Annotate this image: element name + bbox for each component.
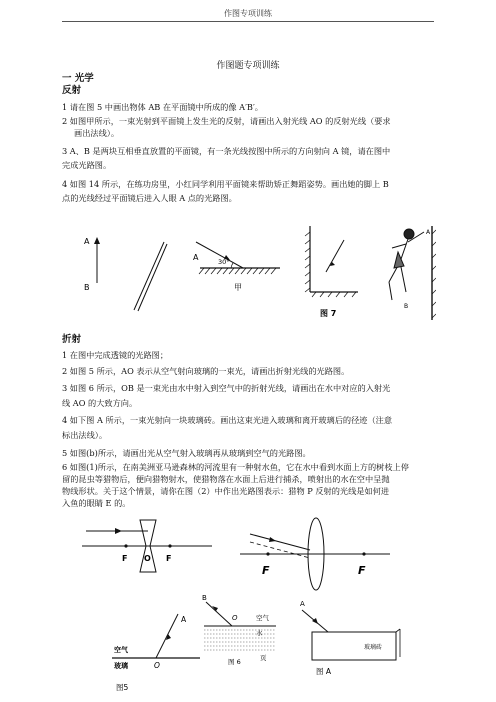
refraction-q1: 1 在图中完成透镜的光路图； [62, 350, 169, 360]
water-dashes [204, 630, 276, 650]
fig2-caption: 甲 [234, 283, 242, 292]
reflection-q1: 1 请在图 5 中画出物体 AB 在平面镜中所成的像 A′B′。 [62, 102, 263, 112]
fig6-page: 页 [260, 654, 267, 662]
fig6-water: 水 [256, 629, 263, 637]
refraction-q5: 5 如图(b)所示，请画出光从空气射入玻璃再从玻璃到空气的光路图。 [62, 448, 311, 458]
incident-ray-mirrors [326, 240, 344, 272]
fig5-label-a: A [181, 615, 187, 624]
running-header: 作图专项训练 [224, 9, 272, 18]
figure-a-glass-brick [292, 594, 402, 680]
incident-arrow-lens1 [115, 528, 122, 534]
mirror-b-hatch [312, 292, 356, 297]
figure-convex-lens [240, 512, 390, 592]
reflection-q3-line2: 完成光路图。 [62, 160, 112, 170]
fig6-b: B [202, 594, 207, 602]
fig3-label-b: B [404, 303, 409, 310]
section-heading: 一 光学 [62, 73, 94, 84]
figure-5-air-glass [112, 600, 202, 696]
fig2-angle: 30° [218, 258, 230, 266]
figure-7-mirrors-dancer [296, 222, 436, 326]
refraction-q6-line3: 物线形状。关于这个情景，请你在图（2）中作出光路图表示：猎物 P 反射的光线是如何进 [62, 486, 390, 496]
figa-caption: 图 A [316, 667, 332, 676]
header-rule [62, 21, 434, 22]
incident-ray-ao-5 [156, 614, 178, 658]
fig1-label-b: B [84, 283, 90, 292]
fig1-label-a: A [84, 237, 90, 246]
dashed-ray-lens2 [250, 542, 310, 558]
lens1-f-left: F [122, 554, 128, 563]
refracted-ray-ob [206, 602, 232, 626]
fig6-o: O [232, 614, 238, 622]
dancer-figure [389, 229, 424, 300]
object-arrowhead [94, 237, 100, 244]
angle-arc [231, 263, 233, 268]
reflection-subheading: 反射 [62, 85, 82, 96]
refraction-q4-line1: 4 如下图 A 所示，一束光射向一块玻璃砖。画出这束光进入玻璃和离开玻璃后的径迹（注意 [62, 415, 393, 425]
focus-right-dot-1 [168, 544, 171, 547]
fig2-label-a: A [193, 253, 199, 262]
fig5-caption: 图5 [116, 683, 129, 692]
focus-left-dot-1 [124, 544, 127, 547]
refraction-q6-line1: 6 如图(1)所示，在南美洲亚马逊森林的河流里有一种射水鱼，它在水中看到水面上方的树枝上停 [62, 462, 409, 472]
figure-jia-incident-ray [188, 232, 288, 312]
glass-brick [312, 632, 396, 660]
mirror-a-hatch [305, 232, 310, 292]
figa-label-a: A [300, 600, 305, 608]
reflection-q4-line1: 4 如图 14 所示，在练功房里，小红同学利用平面镜来帮助矫正舞蹈姿势。画出她的脚上 B [62, 179, 389, 189]
lens2-f-right: F [358, 564, 366, 577]
reflection-q3-line1: 3 A、B 是两块互相垂直放置的平面镜，有一条光线按图中所示的方向射向 A 镜，请在图中 [62, 146, 391, 156]
refraction-subheading: 折射 [62, 334, 82, 345]
fig3-caption: 图 7 [320, 309, 337, 318]
figure-mirror-object [80, 228, 170, 318]
incident-ray-lens2 [250, 534, 310, 550]
fig5-air: 空气 [114, 646, 128, 654]
fig5-glass: 玻璃 [114, 662, 128, 670]
fig6-caption: 图 6 [228, 658, 241, 666]
refraction-q4-line2: 标出法线）。 [62, 430, 108, 440]
figure-concave-lens [82, 516, 212, 588]
reflection-q2-line2: 画出法线）。 [74, 128, 120, 138]
focus-left-dot-2 [266, 552, 269, 555]
reflection-q2-line1: 2 如图甲所示，一束光射到平面镜上发生光的反射，请画出入射光线 AO 的反射光线（要求 [62, 116, 391, 126]
figa-glass: 玻璃砖 [364, 644, 383, 651]
focus-right-dot-2 [362, 552, 365, 555]
lens1-f-right: F [166, 554, 172, 563]
lens2-f-left: F [262, 564, 270, 577]
refraction-q3-line2: 线 AO 的大致方向。 [62, 398, 138, 408]
refraction-q3-line1: 3 如图 6 所示，OB 是一束光由水中射入到空气中的折射光线，请画出在水中对应的入射光 [62, 383, 391, 393]
plane-mirror-line1 [134, 242, 164, 310]
fig6-air: 空气 [256, 614, 269, 622]
reflection-q4-line2: 点的光线经过平面镜后进入人眼 A 点的光路图。 [62, 193, 237, 203]
mirror-hatching [199, 268, 276, 274]
refraction-q6-line4: 入鱼的眼睛 E 的。 [62, 498, 131, 508]
fig5-o: O [154, 661, 160, 670]
lens1-o: O [144, 554, 151, 563]
brick-depth-top [396, 629, 400, 632]
plane-mirror-line2 [138, 244, 167, 311]
document-title: 作图题专项训练 [216, 61, 280, 71]
incident-arrow-lens2 [269, 537, 276, 542]
refraction-q6-line2: 留的昆虫等猎物后，便向猎物射水，使猎物落在水面上后进行捕杀，喷射出的水在空中呈抛 [62, 474, 390, 484]
fig3-label-a: A [426, 229, 431, 236]
figure-6-water-air [200, 588, 280, 670]
refraction-q2: 2 如图 5 所示，AO 表示从空气射向玻璃的一束光，请画出折射光线的光路图。 [62, 366, 350, 376]
